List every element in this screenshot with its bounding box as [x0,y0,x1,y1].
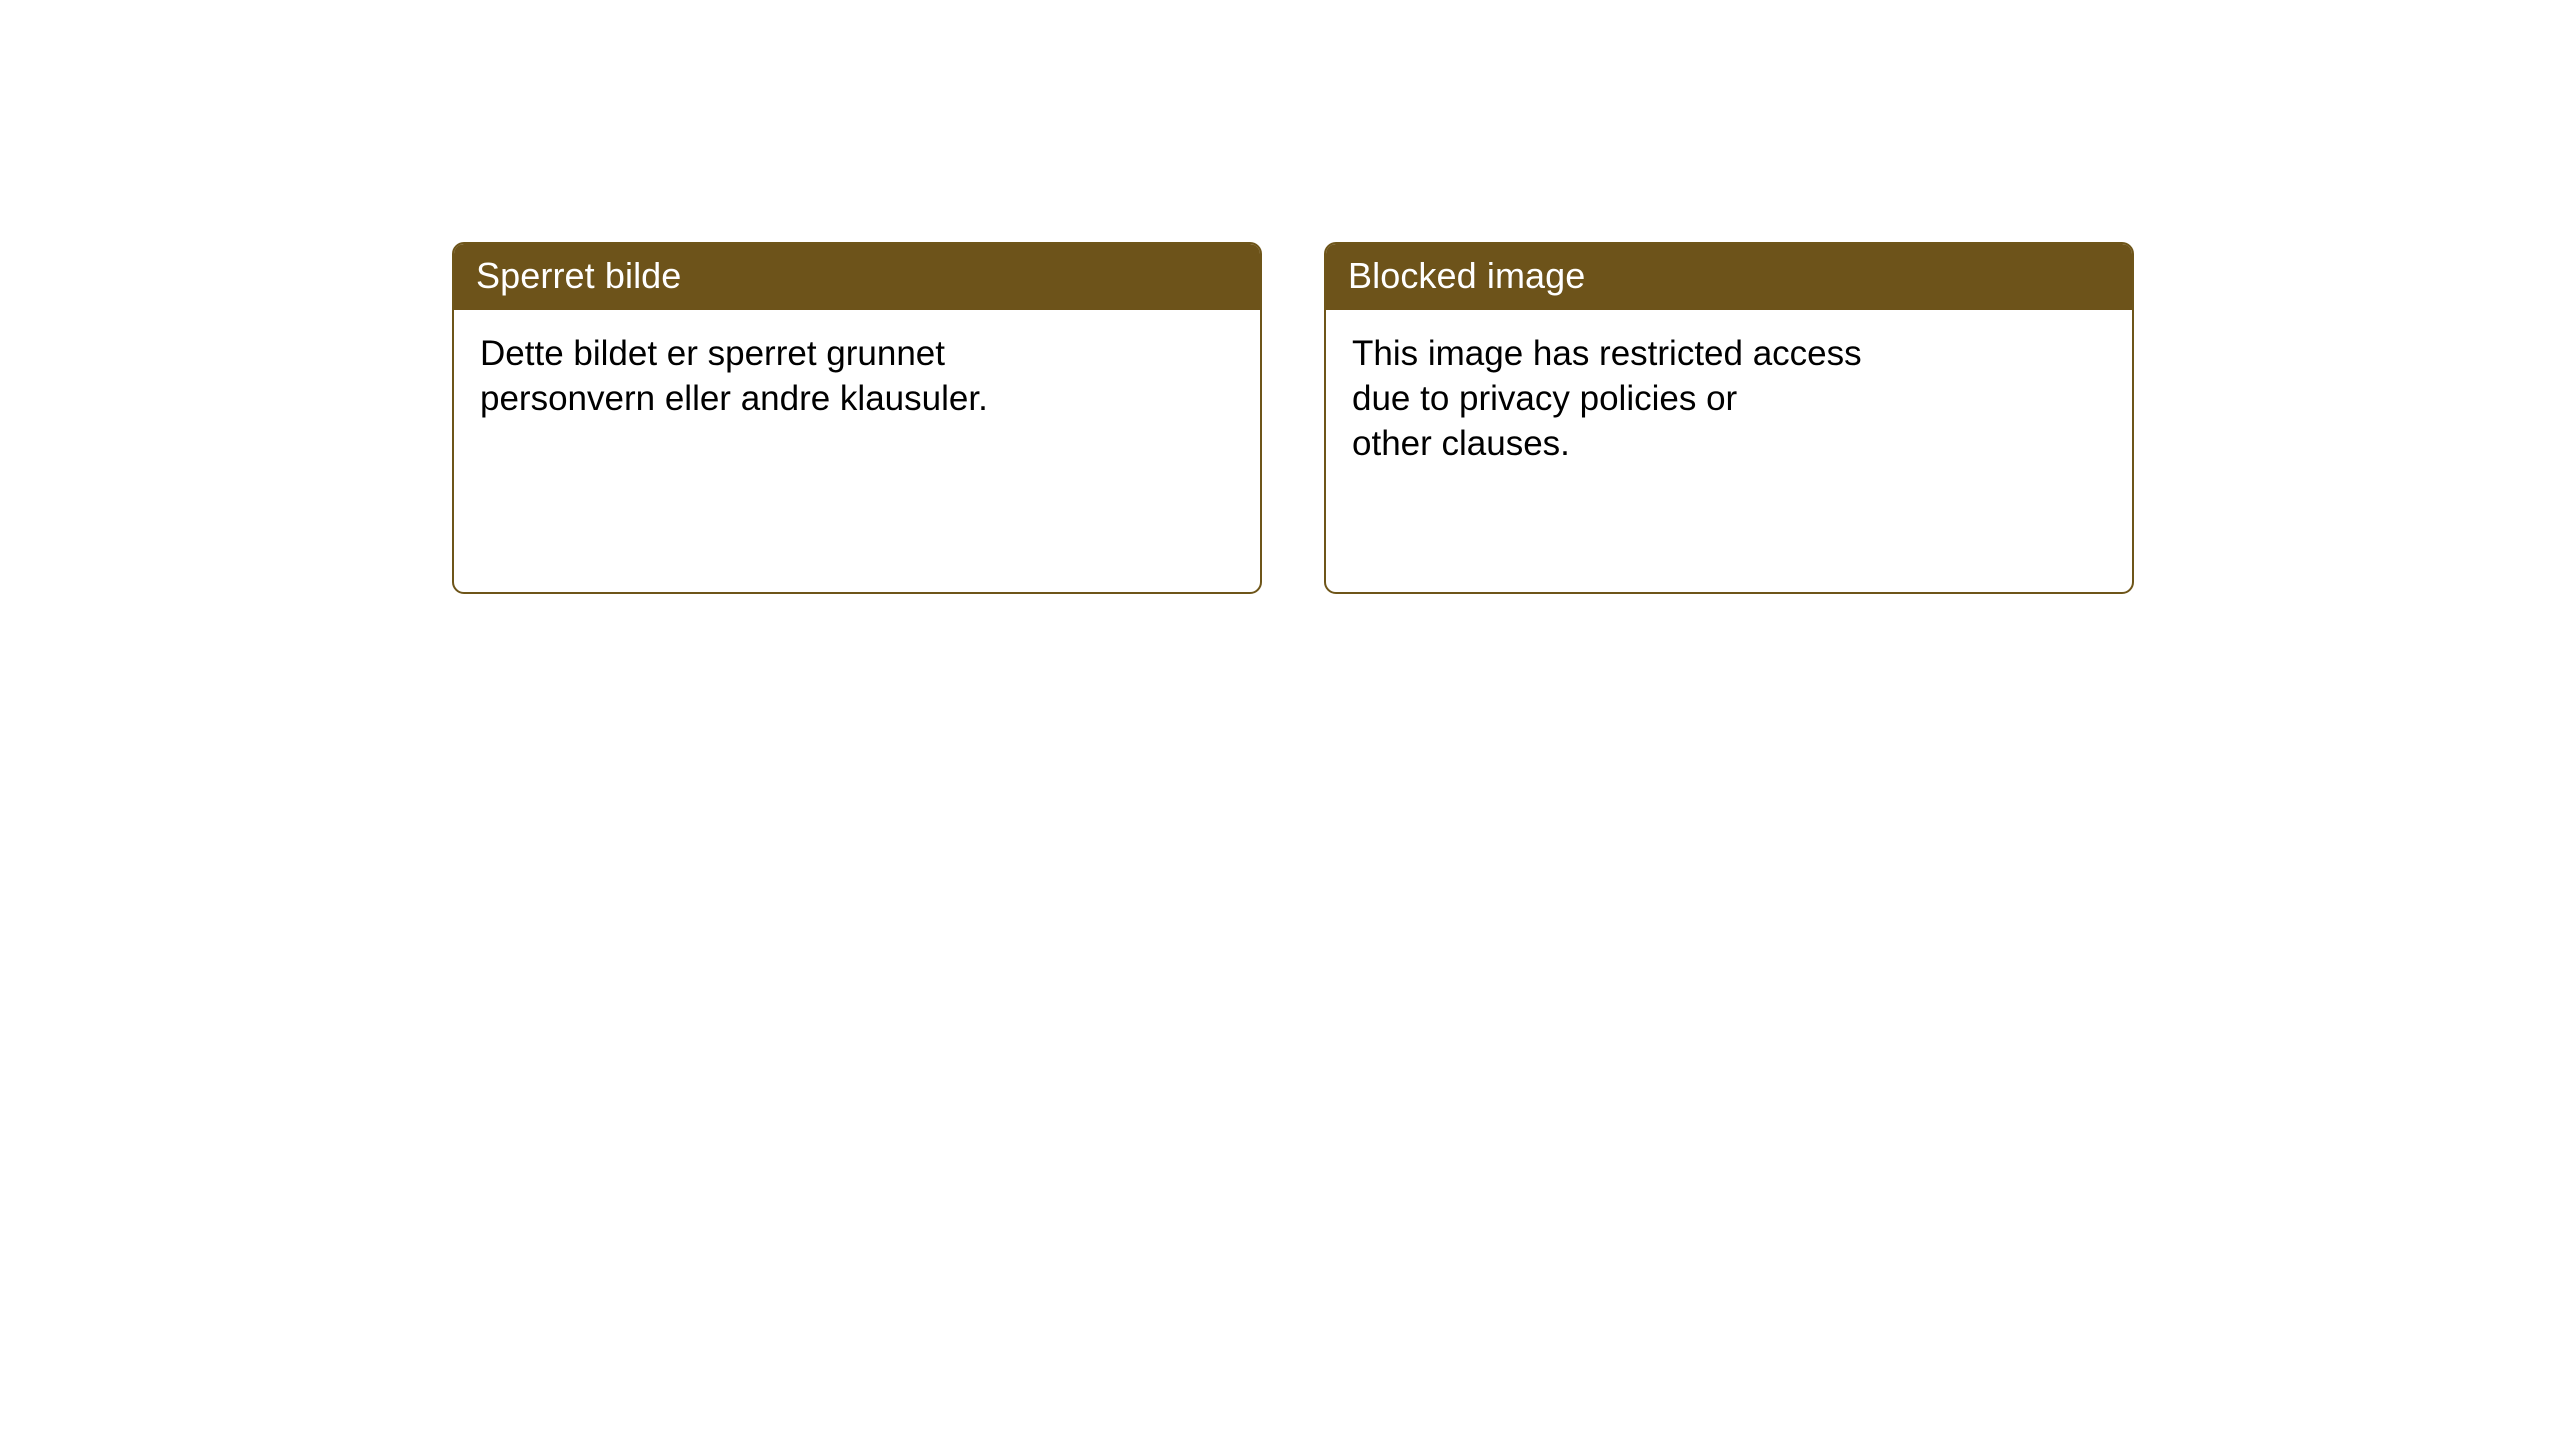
notice-title-en: Blocked image [1326,244,2132,310]
notice-line: personvern eller andre klausuler. [480,378,988,418]
notice-body-en [1326,310,2132,490]
notice-body-no [454,310,1260,446]
blocked-image-notice-no [452,242,1262,594]
notice-line: other clauses. [1352,423,1570,463]
notice-line: This image has restricted access [1352,334,1862,373]
notice-line: Dette bildet er sperret grunnet [480,334,945,373]
notice-line: due to privacy policies or [1352,378,1738,418]
blocked-image-notice-en [1324,242,2134,594]
notice-title-no: Sperret bilde [454,244,1260,310]
blocked-image-notice-group [452,242,2134,594]
